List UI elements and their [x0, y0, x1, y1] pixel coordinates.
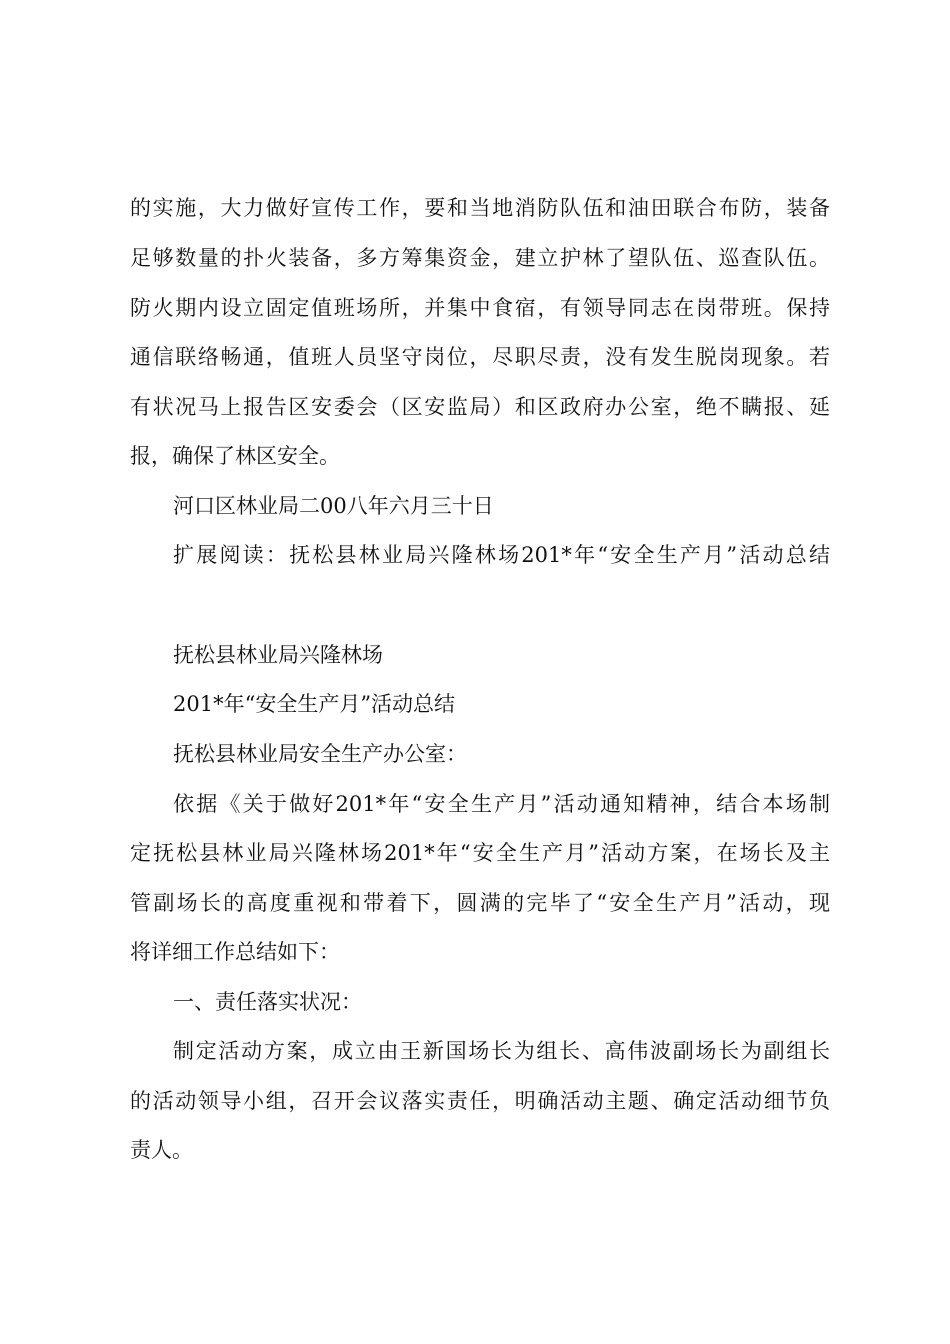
paragraph-line: 报，确保了林区安全。 — [130, 444, 340, 468]
paragraph-line: 的实施，大力做好宣传工作，要和当地消防队伍和油田联合布防，装备 — [130, 196, 830, 220]
section-heading: 一、责任落实状况： — [173, 990, 362, 1014]
paragraph-line: 责人。 — [130, 1138, 193, 1162]
paragraph-line: 通信联络畅通，值班人员坚守岗位，尽职尽责，没有发生脱岗现象。若 — [130, 345, 830, 369]
paragraph-line: 的活动领导小组，召开会议落实责任，明确活动主题、确定活动细节负 — [130, 1089, 830, 1113]
paragraph-line: 管副场长的高度重视和带着下，圆满的完毕了“安全生产月”活动，现 — [130, 891, 830, 915]
paragraph-line: 足够数量的扑火装备，多方筹集资金，建立护林了望队伍、巡查队伍。 — [130, 246, 830, 270]
paragraph-line: 有状况马上报告区安委会（区安监局）和区政府办公室，绝不瞒报、延 — [130, 395, 830, 419]
paragraph-line: 防火期内设立固定值班场所，并集中食宿，有领导同志在岗带班。保持 — [130, 296, 830, 320]
paragraph-line: 定抚松县林业局兴隆林场201*年“安全生产月”活动方案，在场长及主 — [130, 841, 830, 865]
addressee: 抚松县林业局安全生产办公室： — [173, 742, 467, 766]
paragraph-line: 制定活动方案，成立由王新国场长为组长、高伟波副场长为副组长 — [173, 1039, 830, 1063]
organization-title: 抚松县林业局兴隆林场 — [173, 643, 383, 667]
signature-date: 河口区林业局二00八年六月三十日 — [173, 494, 494, 518]
paragraph-line: 依据《关于做好201*年“安全生产月”活动通知精神，结合本场制 — [173, 792, 830, 816]
paragraph-line: 将详细工作总结如下： — [130, 940, 340, 964]
report-title: 201*年“安全生产月”活动总结 — [173, 692, 456, 716]
extended-reading-title: 扩展阅读：抚松县林业局兴隆林场201*年“安全生产月”活动总结 — [173, 543, 830, 567]
